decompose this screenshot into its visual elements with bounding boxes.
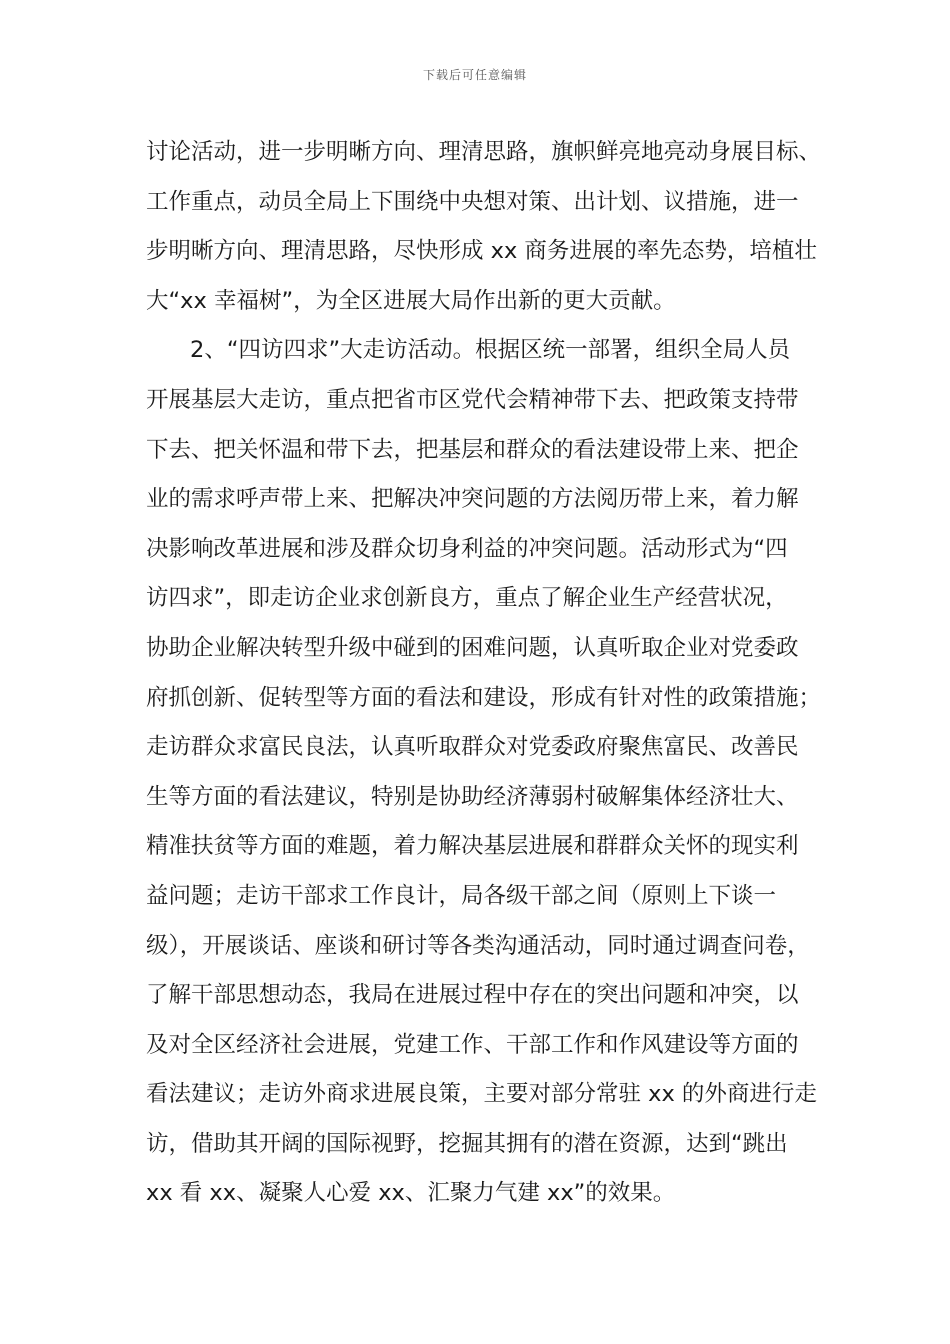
text-line: 访四求”，即走访企业求创新良方，重点了解企业生产经营状况，	[146, 585, 788, 612]
paragraph-first-line: 2、“四访四求”大走访活动。根据区统一部署，组织全局人员	[190, 337, 791, 364]
text-line: 府抓创新、促转型等方面的看法和建设，形成有针对性的政策措施；	[146, 684, 822, 711]
text-line: 及对全区经济社会进展，党建工作、干部工作和作风建设等方面的	[146, 1031, 799, 1058]
text-line: 步明晰方向、理清思路，尽快形成 xx 商务进展的率先态势，培植壮	[146, 238, 817, 265]
text-line: 开展基层大走访，重点把省市区党代会精神带下去、把政策支持带	[146, 386, 799, 413]
text-line: 协助企业解决转型升级中碰到的困难问题，认真听取企业对党委政	[146, 634, 799, 661]
text-line: 决影响改革进展和涉及群众切身利益的冲突问题。活动形式为“四	[146, 535, 788, 562]
text-line: 下去、把关怀温和带下去，把基层和群众的看法建设带上来、把企	[146, 436, 799, 463]
text-line: 工作重点，动员全局上下围绕中央想对策、出计划、议措施，进一	[146, 188, 799, 215]
text-line: 业的需求呼声带上来、把解决冲突问题的方法阅历带上来，着力解	[146, 486, 799, 513]
text-line: 级），开展谈话、座谈和研讨等各类沟通活动，同时通过调查问卷，	[146, 932, 810, 959]
text-line: 走访群众求富民良法，认真听取群众对党委政府聚焦富民、改善民	[146, 734, 799, 761]
text-line: 讨论活动，进一步明晰方向、理清思路，旗帜鲜亮地亮动身展目标、	[146, 139, 822, 165]
text-line: 访，借助其开阔的国际视野，挖掘其拥有的潜在资源，达到“跳出	[146, 1130, 788, 1157]
page-header-note: 下载后可任意编辑	[422, 68, 527, 82]
text-line: 精准扶贫等方面的难题，着力解决基层进展和群群众关怀的现实利	[146, 833, 799, 860]
text-line: 益问题；走访干部求工作良计，局各级干部之间（原则上下谈一	[146, 882, 777, 909]
text-line: 生等方面的看法建议，特别是协助经济薄弱村破解集体经济壮大、	[146, 783, 799, 810]
text-line: 大“xx 幸福树”，为全区进展大局作出新的更大贡献。	[146, 287, 676, 314]
text-line: 了解干部思想动态，我局在进展过程中存在的突出问题和冲突，以	[146, 982, 799, 1009]
text-line: xx 看 xx、凝聚人心爱 xx、汇聚力气建 xx”的效果。	[146, 1180, 676, 1207]
text-line: 看法建议；走访外商求进展良策，主要对部分常驻 xx 的外商进行走	[146, 1081, 817, 1108]
body-text	[146, 128, 822, 1219]
